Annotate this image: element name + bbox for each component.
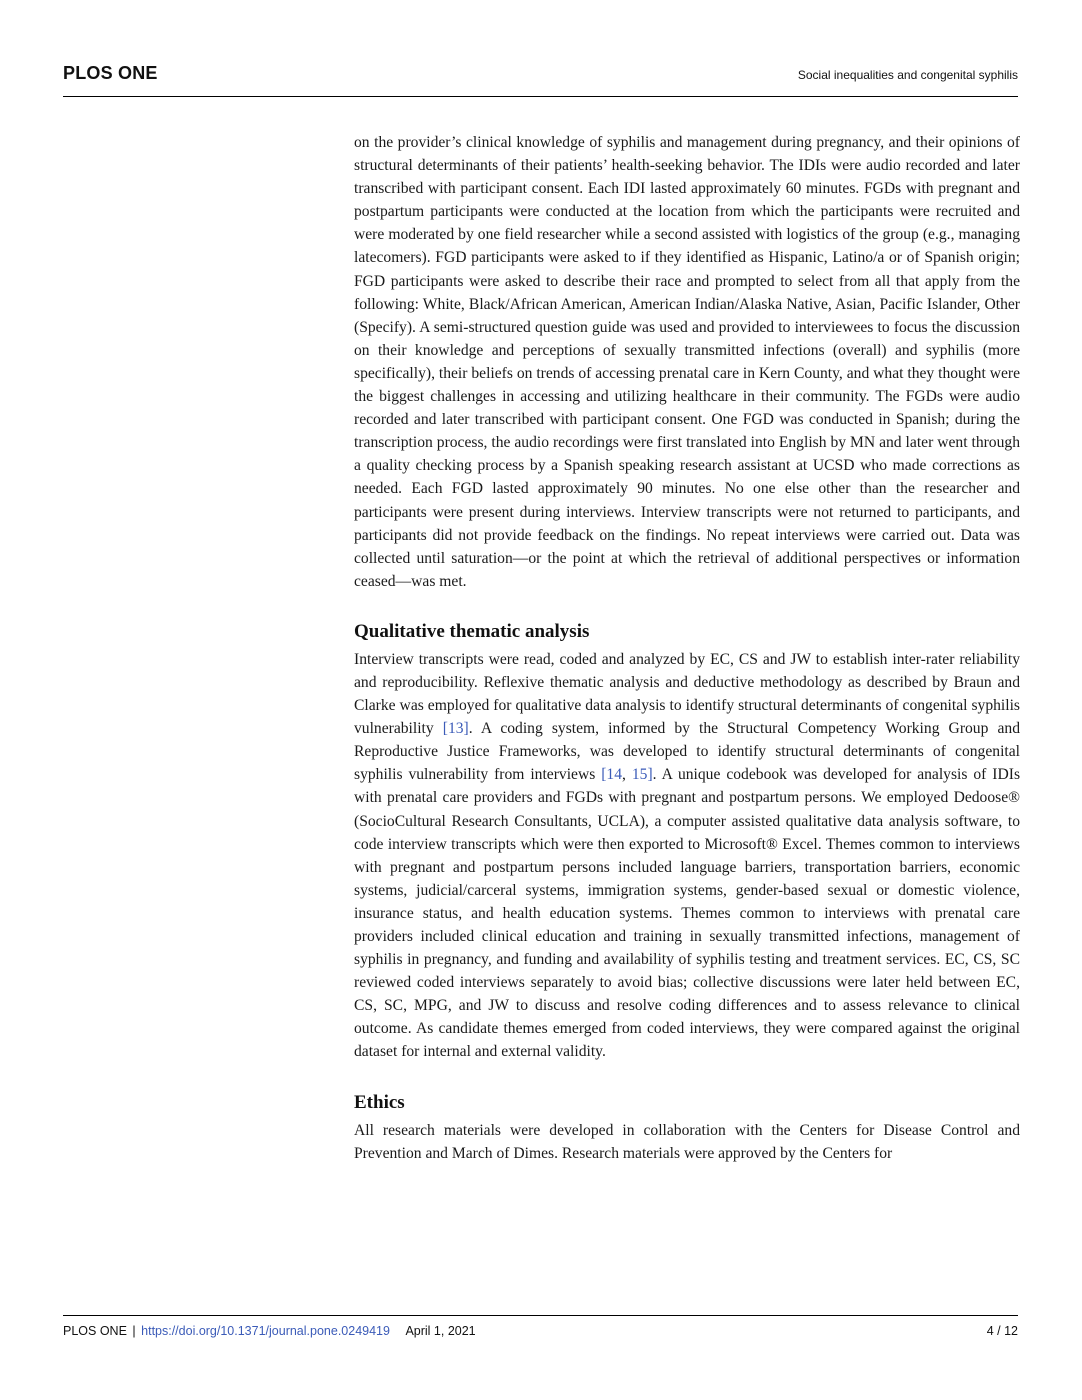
citation-bracket-close: ] [647,766,653,784]
header-divider [63,96,1018,97]
running-title: Social inequalities and congenital syphilis [797,68,1018,82]
paragraph-ethics: All research materials were developed in collaboration with the Centers for Disease Control and Prevention and March of Dimes. Research materials were approved by the Centers for [354,1121,1020,1162]
paragraph-thematic-analysis [354,648,1020,1064]
footer-divider [63,1315,1018,1316]
citation-separator: , [622,766,632,784]
journal-brand: PLOS ONE [63,63,158,83]
publication-date: April 1, 2021 [405,1324,476,1338]
paragraph-text: . A unique codebook was developed for analysis of IDIs with prenatal care providers and FGDs with pregnant and postpartum persons. We employed Dedoose® (SocioCultural Research Consultants, UCLA), a computer assisted qualitative data analysis software, to code interview transcripts which were then exported to Microsoft® Excel. Themes common to interviews with pregnant and postpartum persons included language barriers, transportation barriers, economic systems, judicial/carceral systems, immigration systems, gender-based sexual or domestic violence, insurance status, and health education systems. Themes common to interviews with prenatal care providers included clinical education and training in sexually transmitted infections, management of syphilis in pregnancy, and funding and availability of syphilis testing and treatment services. EC, CS, SC reviewed coded interviews separately to avoid bias; collective discussions were later held between EC, CS, SC, MPG, and JW to discuss and resolve coding differences and to assess relevance to clinical outcome. As candidate themes emerged from coded interviews, they were compared against the original dataset for internal and external validity. [354,766,1021,1061]
citation-14[interactable]: 14 [606,766,623,784]
footer-journal: PLOS ONE [63,1324,127,1338]
doi-link[interactable]: https://doi.org/10.1371/journal.pone.0249419 [141,1324,390,1338]
citation-13[interactable]: [13] [442,720,469,738]
citation-bracket-open: [ [601,766,607,784]
heading-ethics: Ethics [354,1091,405,1113]
citation-15[interactable]: 15 [631,766,648,784]
footer-citation [63,1324,476,1338]
paragraph-text: Interview transcripts were read, coded and analyzed by EC, CS and JW to establish inter-rater reliability and reproducibility. Reflexive thematic analysis and deductive methodology as described by Braun and Clarke was employed for qualitative data analysis to identify structural determinants of congenital syphilis vulnerability [354,650,1020,738]
footer-separator: | [132,1324,136,1338]
paragraph-text: . A coding system, informed by the Structural Competency Working Group and Reproductive Justice Frameworks, was developed to identify structural determinants of congenital syphilis vulnerability from interviews [354,720,1020,784]
heading-qualitative-thematic-analysis: Qualitative thematic analysis [354,620,590,642]
article-body [354,131,1020,1165]
paragraph-interviews: on the provider’s clinical knowledge of syphilis and management during pregnancy, and their opinions of structural determinants of their patients’ health-seeking behavior. The IDIs were audio recorded and later transcribed with participant consent. Each IDI lasted approximately 60 minutes. FGDs with pregnant and postpartum participants were conducted at the location from which the participants were recruited and were moderated by one field researcher while a second assisted with logistics of the group (e.g., managing latecomers). FGD participants were asked to if they identified as Hispanic, Latino/a or of Spanish origin; FGD participants were asked to describe their race and prompted to select from all that apply from the following: White, Black/African American, American Indian/Alaska Native, Asian, Pacific Islander, Other (Specify). A semi-structured question guide was used and provided to interviewees to focus the discussion on their knowledge and perceptions of sexually transmitted infections (overall) and syphilis (more specifically), their beliefs on trends of accessing prenatal care in Kern County, and what they thought were the biggest challenges in accessing and utilizing healthcare in their community. The FGDs were audio recorded and later transcribed with participant consent. One FGD was conducted in Spanish; during the transcription process, the audio recordings were first translated into English by MN and later went through a quality checking process by a Spanish speaking research assistant at UCSD who made corrections as needed. Each FGD lasted approximately 90 minutes. No one else other than the researcher and participants were present during interviews. Interview transcripts were not returned to participants, and participants did not provide feedback on the findings. No repeat interviews were carried out. Data was collected until saturation—or the point at which the retrieval of additional perspectives or information ceased—was met. [354,134,1020,590]
page-number: 4 / 12 [986,1324,1018,1338]
